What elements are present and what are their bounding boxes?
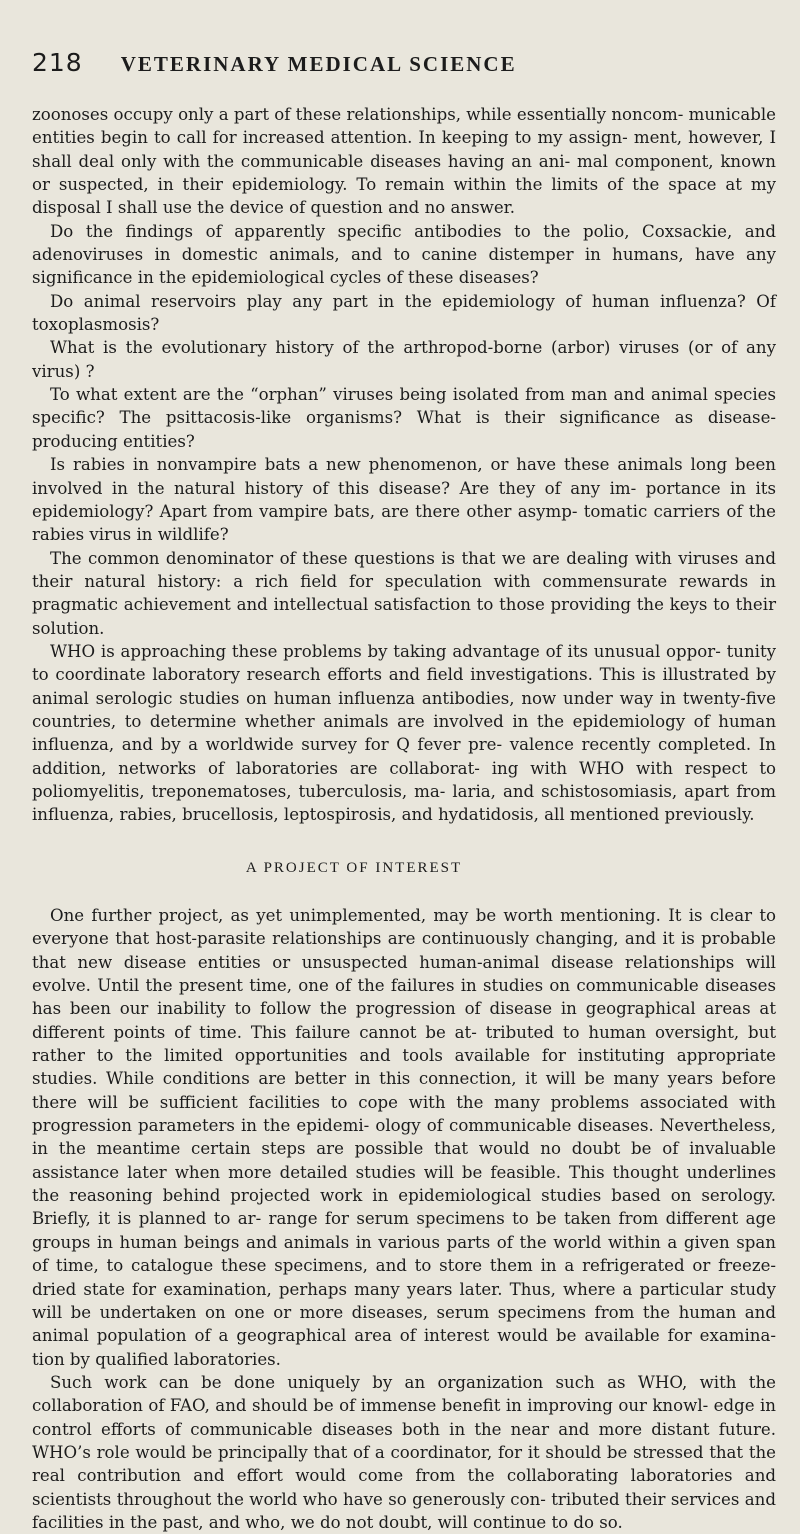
paragraph-who-role: Such work can be done uniquely by an organization such as WHO, with the collaboration of FAO, and should be of immense benefit in improving our knowl- edge in control efforts of communicable diseases both in the near and more distant future. WHO’s role would be principally that of a coordinator, for it should be stressed that the real contribution and effort would come from the collaborating laboratories and scientists throughout the world who have so generously con- tributed their services and facilities in the past, and who, we do not doubt, will continue to do so.	[32, 1372, 776, 1532]
paragraph-question-antibodies: Do the findings of apparently specific antibodies to the polio, Coxsackie, and adenoviruses in domestic animals, and to canine distemper in humans, have any significance in the epidemiological cycles of these diseases?	[32, 221, 776, 288]
paragraph-who-approach: WHO is approaching these problems by taking advantage of its unusual oppor- tunity to coordinate laboratory research efforts and field investigations. This is illustrated by animal serologic studies on human influenza antibodies, now under way in twenty-five countries, to determine whether animals are involved in the epidemiology of human influenza, and by a worldwide survey for Q fever pre- valence recently completed. In addition, networks of laboratories are collaborat- ing with WHO with respect to poliomyelitis, treponematoses, tuberculosis, ma- laria, and schistosomiasis, apart from influenza, rabies, brucellosis, leptospirosis, and hydatidosis, all mentioned previously.	[32, 641, 776, 825]
paragraph-question-arbor-viruses: What is the evolutionary history of the arthropod-borne (arbor) viruses (or of any virus) ?	[32, 338, 776, 381]
paragraph-project: One further project, as yet unimplemented, may be worth mentioning. It is clear to everyone that host-parasite relationships are continuously changing, and it is probable that new disease entities or unsuspected human-animal disease relationships will evolve. Until the present time, one of the failures in studies on communicable diseases has been our inability to follow the progression of disease in geographical areas at different points of time. This failure cannot be at- tributed to human oversight, but rather to the limited opportunities and tools available for instituting appropriate studies. While conditions are better in this connection, it will be many years before there will be sufficient facilities to cope with the many problems associated with progression parameters in the epidemi- ology of communicable diseases. Nevertheless, in the meantime certain steps are possible that would no doubt be of invaluable assistance later when more detailed studies will be feasible. This thought underlines the reasoning behind projected work in epidemiological studies based on serology. Briefly, it is planned to ar- range for serum specimens to be taken from different age groups in human beings and animals in various parts of the world within a given span of time, to catalogue these specimens, and to store them in a refrigerated or freeze-dried state for examination, perhaps many years later. Thus, where a particular study will be undertaken on one or more diseases, serum specimens from the human and animal population of a geographical area of interest would be available for examina- tion by qualified laboratories.	[32, 906, 776, 1369]
journal-title: VETERINARY MEDICAL SCIENCE	[120, 52, 517, 76]
running-head	[32, 48, 776, 77]
page-number: 218	[32, 48, 83, 77]
section-heading: A PROJECT OF INTEREST	[245, 859, 463, 876]
paragraph-question-reservoirs: Do animal reservoirs play any part in the epidemiology of human influenza? Of toxoplasmosis?	[32, 291, 776, 335]
paragraph-question-rabies-bats: Is rabies in nonvampire bats a new phenomenon, or have these animals long been involved in the natural history of this disease? Are they of any im- portance in its epidemiology? Apart from vampire bats, are there other asymp- tomatic carriers of the rabies virus in wildlife?	[32, 455, 776, 545]
paragraph-question-orphan-viruses: To what extent are the “orphan” viruses being isolated from man and animal species specific? The psittacosis-like organisms? What is their significance as disease-producing entities?	[32, 385, 776, 451]
body-text	[32, 103, 776, 1534]
paragraph-common-denominator: The common denominator of these questions is that we are dealing with viruses and their natural history: a rich field for speculation with commensurate rewards in pragmatic achievement and intellectual satisfaction to those providing the keys to their solution.	[32, 548, 776, 638]
paragraph-continued: zoonoses occupy only a part of these relationships, while essentially noncom- municable entities begin to call for increased attention. In keeping to my assign- ment, however, I shall deal only with the communicable diseases having an ani- mal component, known or suspected, in their epidemiology. To remain within the limits of the space at my disposal I shall use the device of question and no answer.	[32, 105, 776, 218]
